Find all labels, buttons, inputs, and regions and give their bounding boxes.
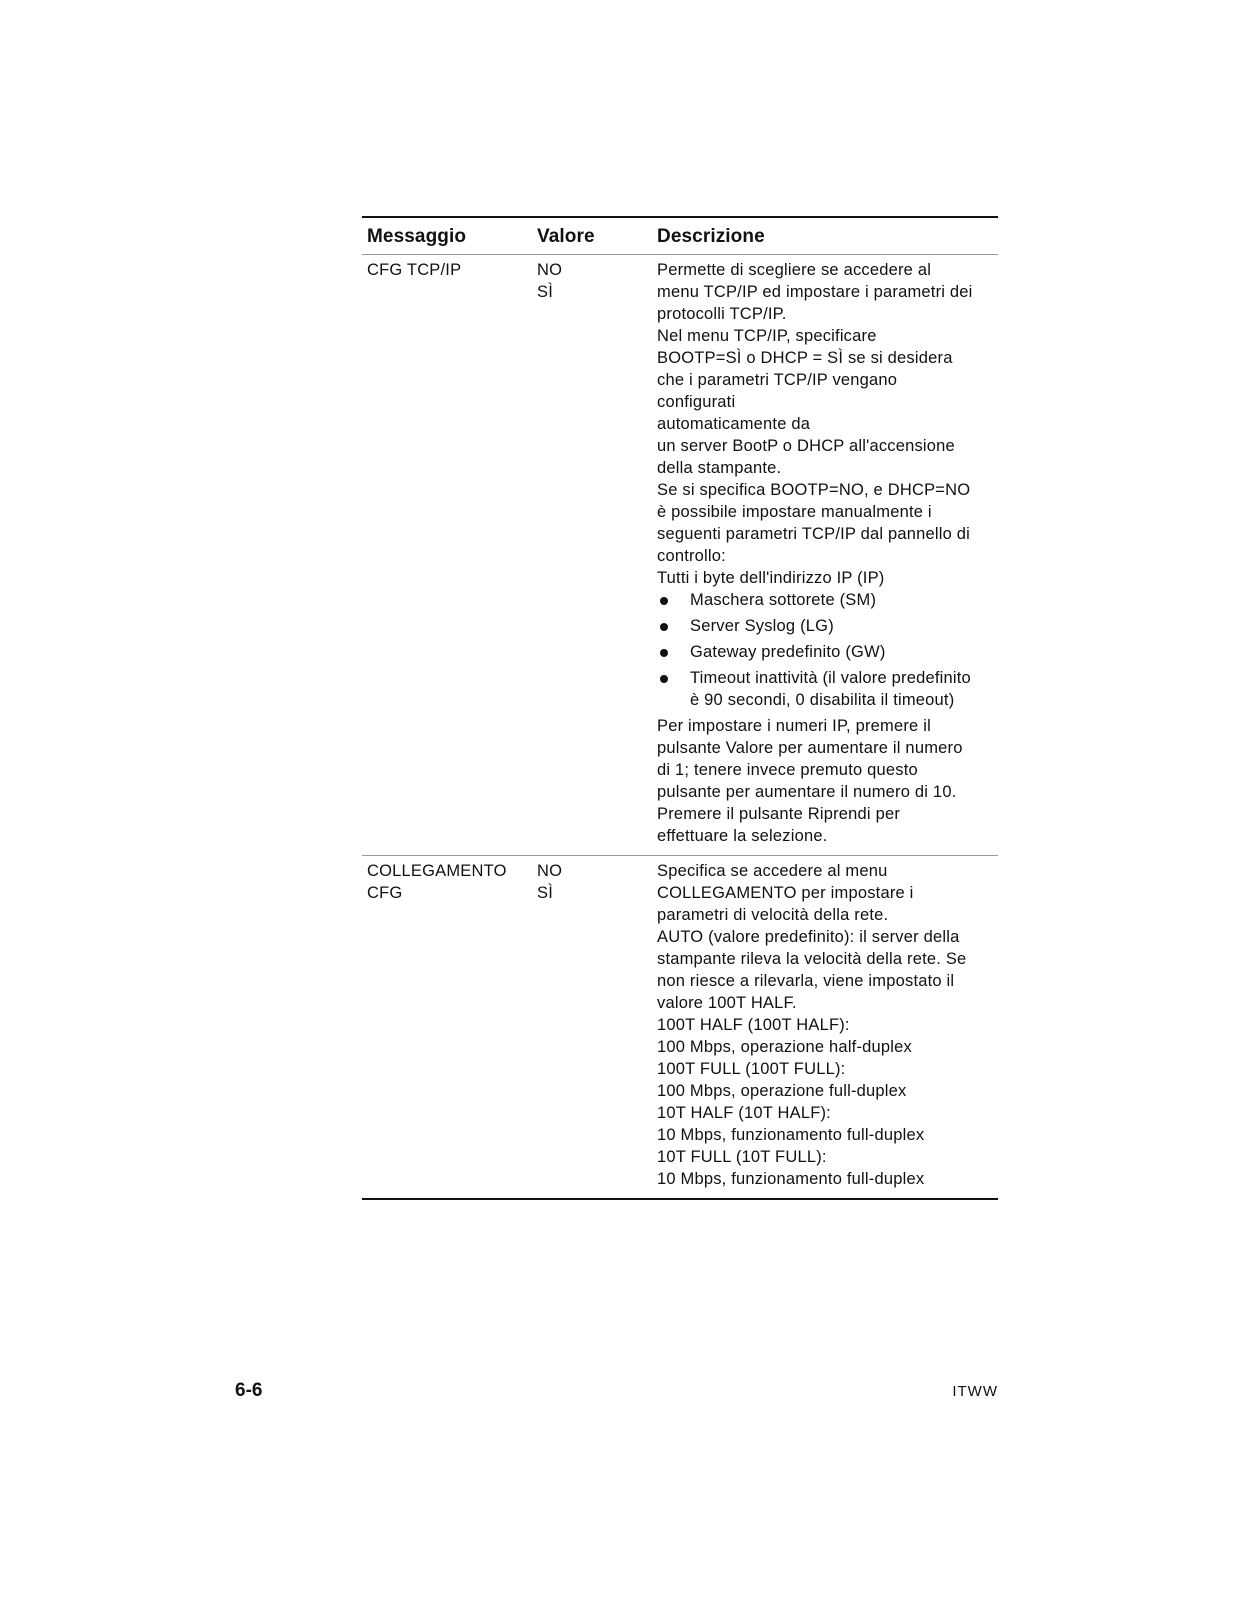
- settings-table: [362, 216, 998, 1200]
- value-option: NO: [537, 862, 563, 880]
- description-line: parametri di velocità della rete.: [657, 906, 889, 924]
- bullet-text: è 90 secondi, 0 disabilita il timeout): [690, 691, 955, 709]
- description-line: pulsante per aumentare il numero di 10.: [657, 783, 957, 801]
- bullet-icon: [660, 623, 668, 631]
- description-line: della stampante.: [657, 459, 782, 477]
- message-line: CFG TCP/IP: [367, 261, 462, 279]
- description-line: 100 Mbps, operazione half-duplex: [657, 1038, 912, 1056]
- bullet-text: Maschera sottorete (SM): [690, 591, 877, 609]
- table-bottom-rule: [362, 1198, 998, 1200]
- description-line: Per impostare i numeri IP, premere il: [657, 717, 931, 735]
- page-number: 6-6: [235, 1380, 263, 1401]
- description-line: di 1; tenere invece premuto questo: [657, 761, 918, 779]
- bullet-item: [657, 667, 998, 711]
- bullet-text: Gateway predefinito (GW): [690, 643, 886, 661]
- description-line: 10T FULL (10T FULL):: [657, 1148, 827, 1166]
- after-bullets-text: [657, 715, 998, 847]
- bullet-icon: [660, 649, 668, 657]
- description-line: non riesce a rilevarla, viene impostato il: [657, 972, 955, 990]
- bullet-icon: [660, 597, 668, 605]
- description-line: è possibile impostare manualmente i: [657, 503, 932, 521]
- bullet-item: [657, 641, 998, 663]
- header-message: Messaggio: [367, 225, 467, 247]
- row-description: [652, 860, 998, 1190]
- description-line: seguenti parametri TCP/IP dal pannello di: [657, 525, 971, 543]
- description-line: automaticamente da: [657, 415, 811, 433]
- description-line: AUTO (valore predefinito): il server della: [657, 928, 960, 946]
- description-line: Tutti i byte dell'indirizzo IP (IP): [657, 569, 885, 587]
- bullet-list: [657, 589, 998, 711]
- value-option: NO: [537, 261, 563, 279]
- description-line: BOOTP=SÌ o DHCP = SÌ se si desidera: [657, 349, 953, 367]
- table-header-row: [362, 218, 998, 254]
- description-line: Se si specifica BOOTP=NO, e DHCP=NO: [657, 481, 971, 499]
- row-description: [652, 259, 998, 847]
- description-line: configurati: [657, 393, 736, 411]
- description-line: stampante rileva la velocità della rete. Se: [657, 950, 967, 968]
- description-line: COLLEGAMENTO per impostare i: [657, 884, 914, 902]
- table-row-collegamento-cfg: [362, 856, 998, 1198]
- description-line: un server BootP o DHCP all'accensione: [657, 437, 955, 455]
- description-line: 100T FULL (100T FULL):: [657, 1060, 846, 1078]
- document-code: ITWW: [952, 1383, 998, 1400]
- description-line: 10 Mbps, funzionamento full-duplex: [657, 1170, 925, 1188]
- table-row-cfg-tcpip: [362, 255, 998, 855]
- description-line: Specifica se accedere al menu: [657, 862, 888, 880]
- value-option: SÌ: [537, 283, 553, 301]
- header-value: Valore: [537, 225, 595, 247]
- description-line: protocolli TCP/IP.: [657, 305, 787, 323]
- description-line: 10T HALF (10T HALF):: [657, 1104, 831, 1122]
- row-message: [362, 259, 532, 281]
- row-message: [362, 860, 532, 904]
- row-values: [532, 860, 652, 904]
- bullet-icon: [660, 675, 668, 683]
- description-line: effettuare la selezione.: [657, 827, 828, 845]
- description-line: 10 Mbps, funzionamento full-duplex: [657, 1126, 925, 1144]
- description-line: 100T HALF (100T HALF):: [657, 1016, 850, 1034]
- description-line: pulsante Valore per aumentare il numero: [657, 739, 963, 757]
- row-values: [532, 259, 652, 303]
- bullet-item: [657, 615, 998, 637]
- description-line: valore 100T HALF.: [657, 994, 797, 1012]
- value-option: SÌ: [537, 884, 553, 902]
- description-line: che i parametri TCP/IP vengano: [657, 371, 898, 389]
- description-line: Nel menu TCP/IP, specificare: [657, 327, 877, 345]
- bullet-text: Timeout inattività (il valore predefinito: [690, 669, 971, 687]
- description-line: controllo:: [657, 547, 726, 565]
- bullet-text: Server Syslog (LG): [690, 617, 834, 635]
- description-line: Permette di scegliere se accedere al: [657, 261, 932, 279]
- description-line: Premere il pulsante Riprendi per: [657, 805, 901, 823]
- description-line: 100 Mbps, operazione full-duplex: [657, 1082, 907, 1100]
- header-description: Descrizione: [657, 225, 765, 247]
- description-line: menu TCP/IP ed impostare i parametri dei: [657, 283, 973, 301]
- bullet-item: [657, 589, 998, 611]
- message-line: CFG: [367, 884, 403, 902]
- message-line: COLLEGAMENTO: [367, 862, 507, 880]
